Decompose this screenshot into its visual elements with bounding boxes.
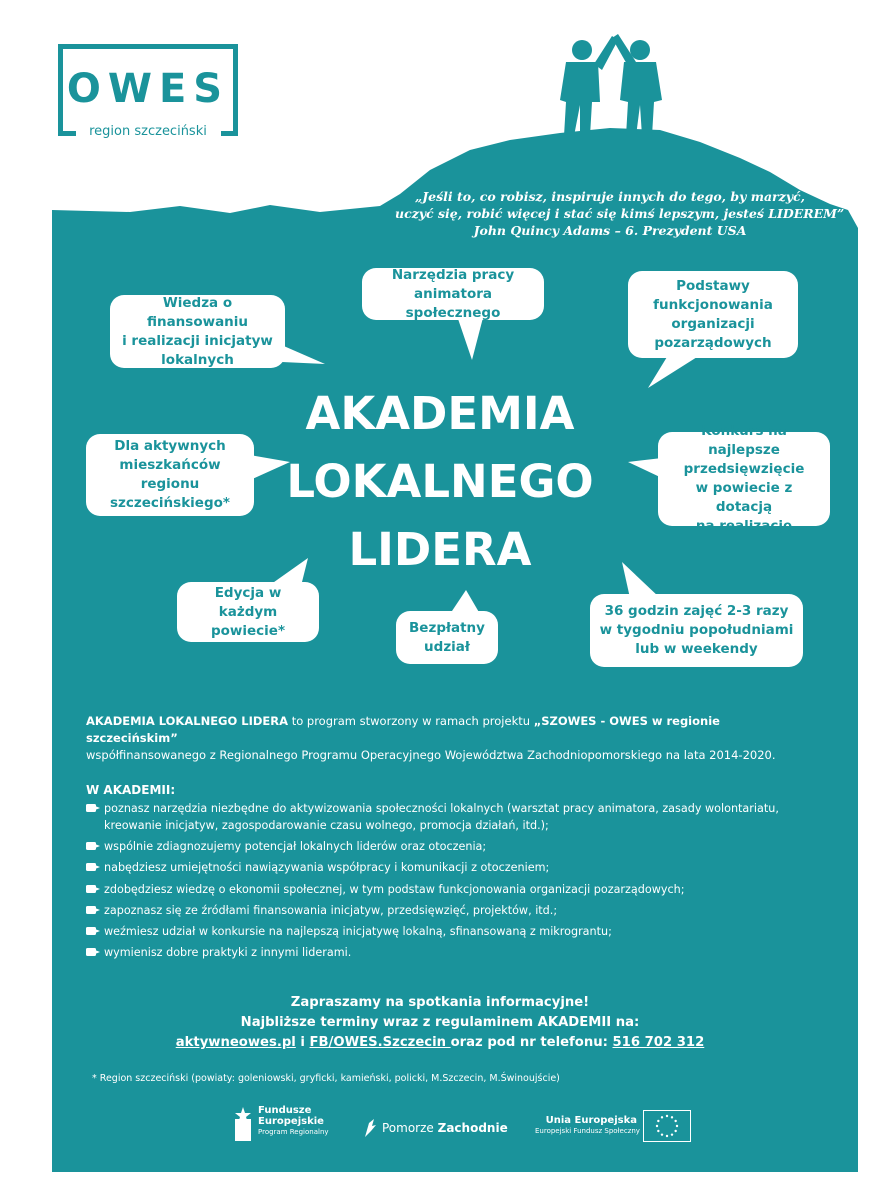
quote-line: uczyć się, robić więcej i stać się kimś lepszym, jesteś LIDEREM” bbox=[395, 206, 845, 221]
eu-star-icon bbox=[661, 1116, 663, 1118]
pz-plain: Pomorze bbox=[382, 1121, 438, 1135]
website-link[interactable]: aktywneowes.pl bbox=[175, 1035, 296, 1050]
ue-line: Unia Europejska bbox=[545, 1115, 637, 1126]
speech-bullet-icon bbox=[86, 885, 100, 894]
intro-paragraph bbox=[86, 713, 806, 764]
eu-star-icon bbox=[656, 1125, 658, 1127]
poster-title bbox=[250, 380, 630, 584]
eu-flag-icon bbox=[643, 1110, 691, 1142]
bubble-podstawy: Podstawy funkcjonowania organizacji pozarządowych bbox=[628, 271, 798, 358]
list-item-text: weźmiesz udział w konkursie na najlepszą inicjatywę lokalną, sfinansowaną z mikrograntu; bbox=[104, 924, 612, 938]
intro-text: współfinansowanego z Regionalnego Programu Operacyjnego Województwa Zachodniopomorskiego na lata 2014-2020. bbox=[86, 748, 776, 762]
fe-line: Europejskie bbox=[258, 1116, 324, 1127]
logo-wordmark: OWES bbox=[66, 66, 230, 112]
eu-star-icon bbox=[671, 1133, 673, 1135]
pz-bold: Zachodnie bbox=[437, 1121, 508, 1135]
cta-line: Najbliższe terminy wraz z regulaminem AKADEMII na: bbox=[240, 1015, 640, 1030]
list-item bbox=[86, 881, 826, 898]
title-line: LOKALNEGO bbox=[286, 455, 594, 508]
quote-author: John Quincy Adams – 6. Prezydent USA bbox=[473, 223, 747, 238]
speech-bullet-icon bbox=[86, 863, 100, 872]
speech-bullet-icon bbox=[86, 906, 100, 915]
cta-line: Zapraszamy na spotkania informacyjne! bbox=[290, 995, 590, 1010]
quote-line: „Jeśli to, co robisz, inspiruje innych do tego, by marzyć, bbox=[415, 189, 805, 204]
title-line: AKADEMIA bbox=[305, 387, 575, 440]
title-line: LIDERA bbox=[348, 523, 532, 576]
list-item bbox=[86, 859, 826, 876]
eu-star-icon bbox=[661, 1133, 663, 1135]
eu-star-icon bbox=[666, 1135, 668, 1137]
eu-funds-star-icon bbox=[232, 1105, 254, 1143]
list-item-text: wspólnie zdiagnozujemy potencjał lokalnych liderów oraz otoczenia; bbox=[104, 840, 487, 854]
eu-star-icon bbox=[676, 1125, 678, 1127]
list-item bbox=[86, 902, 826, 919]
facebook-link[interactable]: FB/OWES.Szczecin bbox=[309, 1035, 451, 1050]
list-item-text: zdobędziesz wiedzę o ekonomii społecznej, w tym podstaw funkcjonowania organizacji pozarządowych; bbox=[104, 882, 685, 896]
ue-sub: Europejski Fundusz Społeczny bbox=[535, 1127, 640, 1135]
bubble-narzedzia: Narzędzia pracy animatora społecznego bbox=[362, 268, 544, 320]
list-item-text: wymienisz dobre praktyki z innymi liderami. bbox=[104, 946, 352, 960]
speech-bullet-icon bbox=[86, 804, 100, 813]
eu-star-icon bbox=[674, 1130, 676, 1132]
bubble-aktywni: Dla aktywnych mieszkańców regionu szczecińskiego* bbox=[86, 434, 254, 516]
speech-bullet-icon bbox=[86, 927, 100, 936]
intro-text: to program stworzony w ramach projektu bbox=[288, 714, 534, 728]
eu-star-icon bbox=[666, 1115, 668, 1117]
griffin-icon bbox=[362, 1117, 378, 1139]
list-item bbox=[86, 800, 826, 834]
eu-star-icon bbox=[674, 1120, 676, 1122]
cta-text: i bbox=[295, 1035, 310, 1050]
fe-line: Fundusze bbox=[258, 1105, 312, 1116]
intro-project-name: „SZOWES - OWES w regionie szczecińskim” bbox=[86, 714, 720, 745]
eu-star-icon bbox=[657, 1120, 659, 1122]
fe-sub: Program Regionalny bbox=[258, 1128, 329, 1136]
call-to-action bbox=[150, 993, 730, 1053]
eu-star-icon bbox=[671, 1116, 673, 1118]
list-heading: W AKADEMII: bbox=[86, 783, 176, 797]
benefits-list bbox=[86, 800, 826, 965]
region-footnote: * Region szczeciński (powiaty: goleniowski, gryficki, kamieński, policki, M.Szczecin, M.Świnoujście) bbox=[92, 1073, 560, 1084]
speech-bullet-icon bbox=[86, 842, 100, 851]
list-item bbox=[86, 923, 826, 940]
list-item bbox=[86, 944, 826, 961]
cta-links bbox=[150, 1033, 730, 1053]
cta-text: oraz pod nr telefonu: bbox=[450, 1035, 613, 1050]
phone-link[interactable]: 516 702 312 bbox=[612, 1035, 705, 1050]
intro-program-name: AKADEMIA LOKALNEGO LIDERA bbox=[86, 714, 289, 728]
bubble-bezplatny: Bezpłatny udział bbox=[396, 611, 498, 664]
list-item-text: zapoznasz się ze źródłami finansowania inicjatyw, przedsięwzięć, projektów, itd.; bbox=[104, 903, 558, 917]
bubble-finansowanie: Wiedza o finansowaniu i realizacji inicjatyw lokalnych bbox=[110, 295, 285, 368]
bubble-godziny: 36 godzin zajęć 2-3 razy w tygodniu popołudniami lub w weekendy bbox=[590, 594, 803, 667]
bubble-edycja: Edycja w każdym powiecie* bbox=[177, 582, 319, 642]
bubble-konkurs: Konkurs na najlepsze przedsięwzięcie w powiecie z dotacją na realizację bbox=[658, 432, 830, 526]
list-item bbox=[86, 838, 826, 855]
list-item-text: poznasz narzędzia niezbędne do aktywizowania społeczności lokalnych (warsztat pracy animatora, zasady wolontariatu, kreowanie inicjatyw, zagospodarowanie czasu wolnego, promocja działań, itd.); bbox=[104, 802, 779, 832]
eu-star-icon bbox=[657, 1130, 659, 1132]
speech-bullet-icon bbox=[86, 948, 100, 957]
list-item-text: nabędziesz umiejętności nawiązywania współpracy i komunikacji z otoczeniem; bbox=[104, 861, 550, 875]
logo-region: region szczeciński bbox=[89, 124, 207, 139]
